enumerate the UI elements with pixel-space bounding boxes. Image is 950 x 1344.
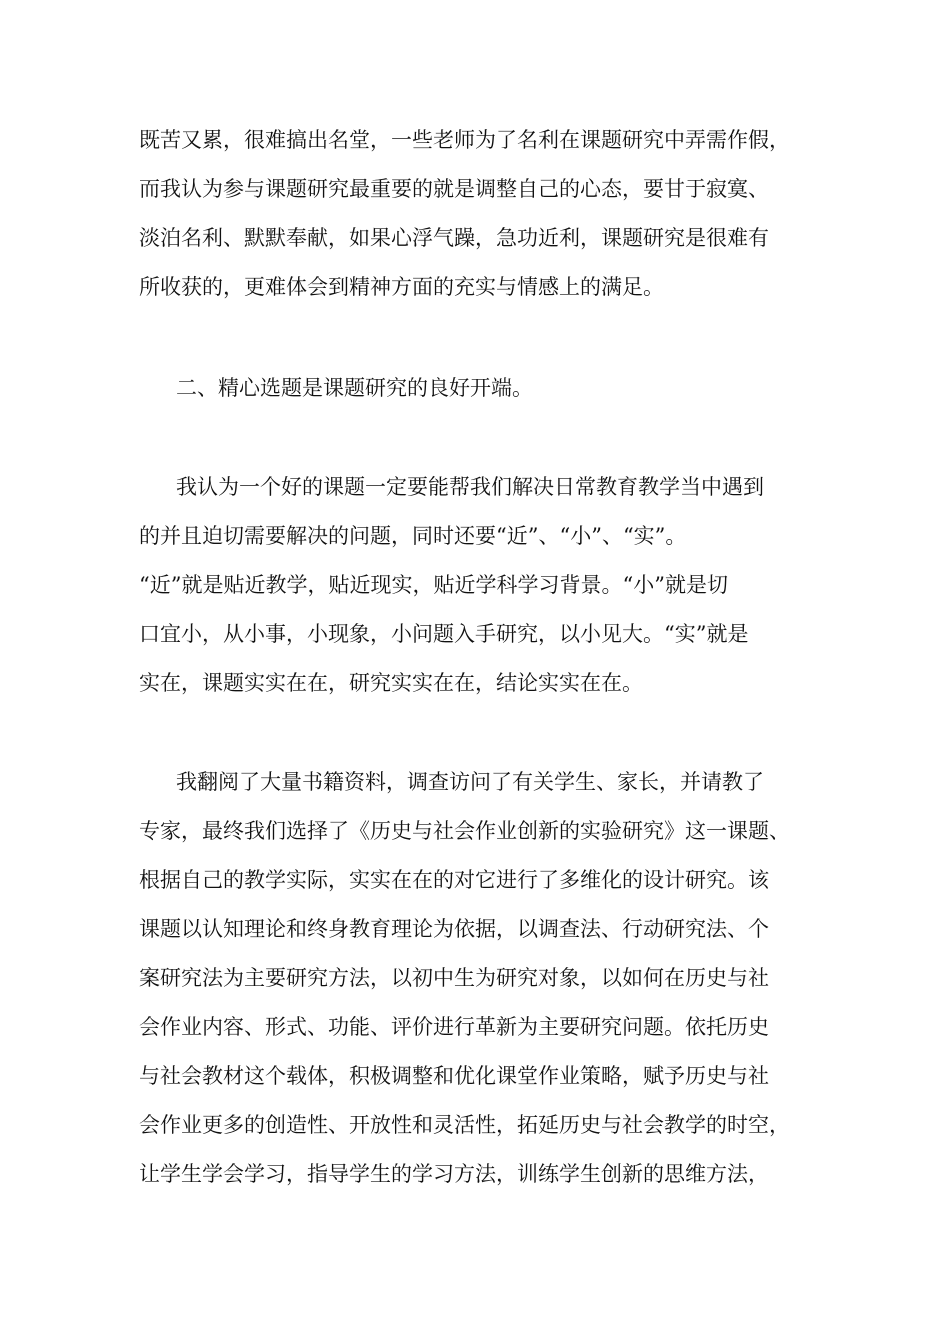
text-line: 专家，最终我们选择了《历史与社会作业创新的实验研究》这一课题、 [139,819,790,843]
text-line: 口宜小，从小事，小现象，小问题入手研究，以小见大。“实”就是 [139,622,749,646]
text-line: 所收获的，更难体会到精神方面的充实与情感上的满足。 [139,275,664,299]
text-line: 会作业更多的创造性、开放性和灵活性，拓延历史与社会教学的时空， [139,1113,790,1137]
text-line: 既苦又累，很难搞出名堂，一些老师为了名利在课题研究中弄需作假， [139,128,790,152]
text-line: 我翻阅了大量书籍资料，调查访问了有关学生、家长，并请教了 [176,770,764,794]
section-heading: 二、精心选题是课题研究的良好开端。 [176,376,533,400]
text-line: 淡泊名利、默默奉献，如果心浮气躁，急功近利，课题研究是很难有 [139,226,769,250]
text-line: 实在，课题实实在在，研究实实在在，结论实实在在。 [139,671,643,695]
text-line: 案研究法为主要研究方法，以初中生为研究对象，以如何在历史与社 [139,966,769,990]
text-line: 而我认为参与课题研究最重要的就是调整自己的心态，要甘于寂寞、 [139,177,769,201]
text-line: 我认为一个好的课题一定要能帮我们解决日常教育教学当中遇到 [176,475,764,499]
text-line: 根据自己的教学实际，实实在在的对它进行了多维化的设计研究。该 [139,868,769,892]
text-line: 与社会教材这个载体，积极调整和优化课堂作业策略，赋予历史与社 [139,1064,769,1088]
text-line: 让学生学会学习，指导学生的学习方法，训练学生创新的思维方法， [139,1162,769,1186]
text-line: 课题以认知理论和终身教育理论为依据，以调查法、行动研究法、个 [139,917,769,941]
text-line: 的并且迫切需要解决的问题，同时还要“近”、“小”、“实”。 [139,524,687,548]
text-line: “近”就是贴近教学，贴近现实，贴近学科学习背景。“小”就是切 [139,573,728,597]
text-line: 会作业内容、形式、功能、评价进行革新为主要研究问题。依托历史 [139,1015,769,1039]
